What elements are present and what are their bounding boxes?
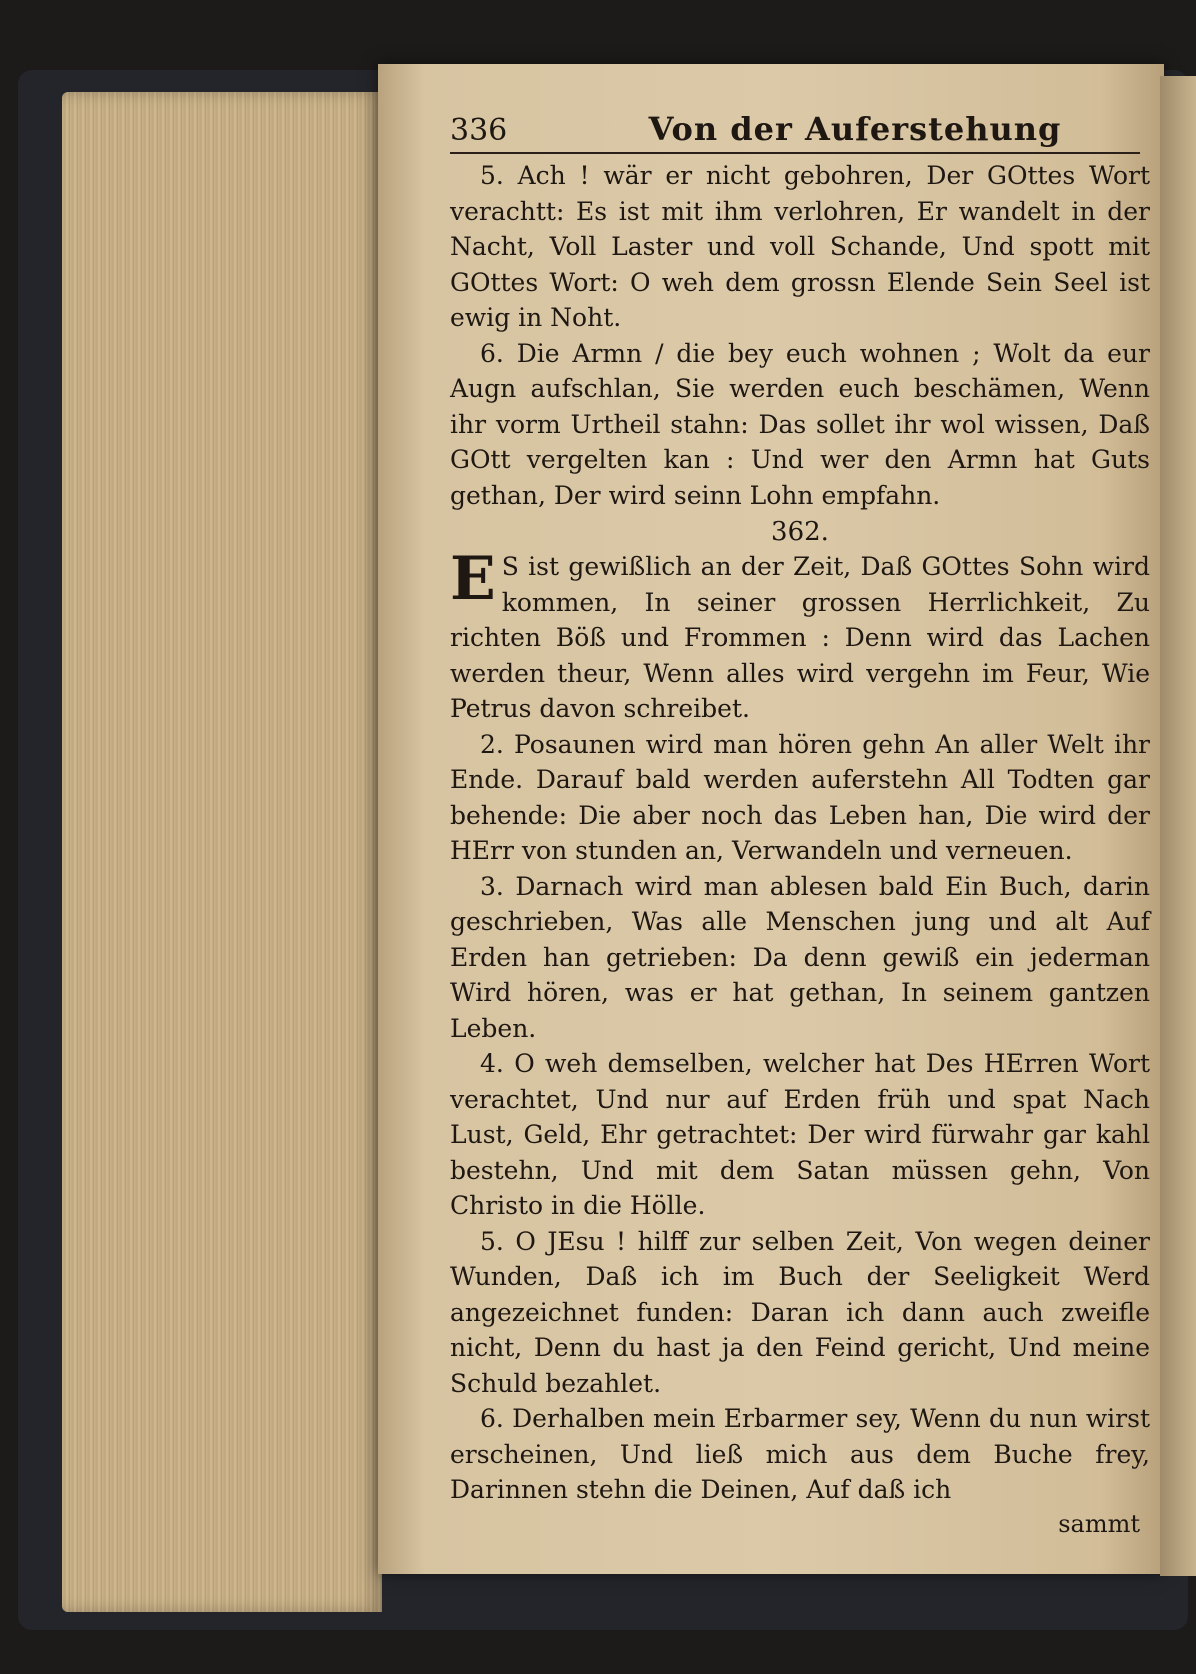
facing-page-edge [1160, 76, 1196, 1576]
page-header [450, 110, 1140, 154]
page-edges [62, 92, 382, 1612]
catchword: sammt [1058, 1509, 1140, 1538]
hymn-stanza-5: 5. O JEsu ! hilff zur selben Zeit, Von wegen deiner Wunden, Daß ich im Buch der Seeligkeit Werd angezeichnet funden: Daran ich dann auch zweifle nicht, Denn du hast ja den Feind gericht, Und meine Schuld bezahlet. [450, 1226, 1150, 1398]
page-number: 336 [450, 113, 508, 148]
hymn-number: 362. [771, 517, 829, 547]
hymn-stanza-3: 3. Darnach wird man ablesen bald Ein Buch, darin geschrieben, Was alle Menschen jung und alt Auf Erden han getrieben: Da denn gewiß ein jederman Wird hören, was er hat gethan, In seinem gantzen Leben. [450, 871, 1150, 1043]
hymn-stanza-6: 6. Derhalben mein Erbarmer sey, Wenn du nun wirst erscheinen, Und ließ mich aus dem Buche frey, Darinnen stehn die Deinen, Auf daß ich [450, 1404, 1150, 1504]
hymn-stanza-1 [450, 544, 1150, 727]
stanza-6-previous: 6. Die Armn / die bey euch wohnen ; Wolt da eur Augn aufschlan, Sie werden euch beschämen, Wenn ihr vorm Urtheil stahn: Das sollet ihr wol wissen, Daß GOtt vergelten kan : Und wer den Armn hat Guts gethan, Der wird seinn Lohn empfahn. [450, 338, 1150, 510]
stanza-5-previous: 5. Ach ! wär er nicht gebohren, Der GOttes Wort verachtt: Es ist mit ihm verlohren, Er wandelt in der Nacht, Voll Laster und voll Schande, Und spott mit GOttes Wort: O weh dem grossn Elende Sein Seel ist ewig in Noht. [450, 161, 1150, 332]
hymn-stanza-2: 2. Posaunen wird man hören gehn An aller Welt ihr Ende. Darauf bald werden auferstehn All Todten gar behende: Die aber noch das Leben han, Die wird der HErr von stunden an, Verwandeln und verneuen. [450, 729, 1150, 865]
page-text [450, 110, 1150, 1538]
drop-capital: E [450, 544, 496, 614]
running-title: Von der Auferstehung [648, 110, 1062, 148]
hymn-stanza-1-text: S ist gewißlich an der Zeit, Daß GOttes Sohn wird kommen, In seiner grossen Herrlichkeit, Zu richten Böß und Frommen : Denn wird das Lachen werden theur, Wenn alles wird vergehn im Feur, Wie Petrus davon schreibet. [450, 552, 1150, 723]
hymn-stanza-4: 4. O weh demselben, welcher hat Des HErren Wort verachtet, Und nur auf Erden früh und spat Nach Lust, Geld, Ehr getrachtet: Der wird fürwahr gar kahl bestehn, Und mit dem Satan müssen gehn, Von Christo in die Hölle. [450, 1049, 1150, 1220]
